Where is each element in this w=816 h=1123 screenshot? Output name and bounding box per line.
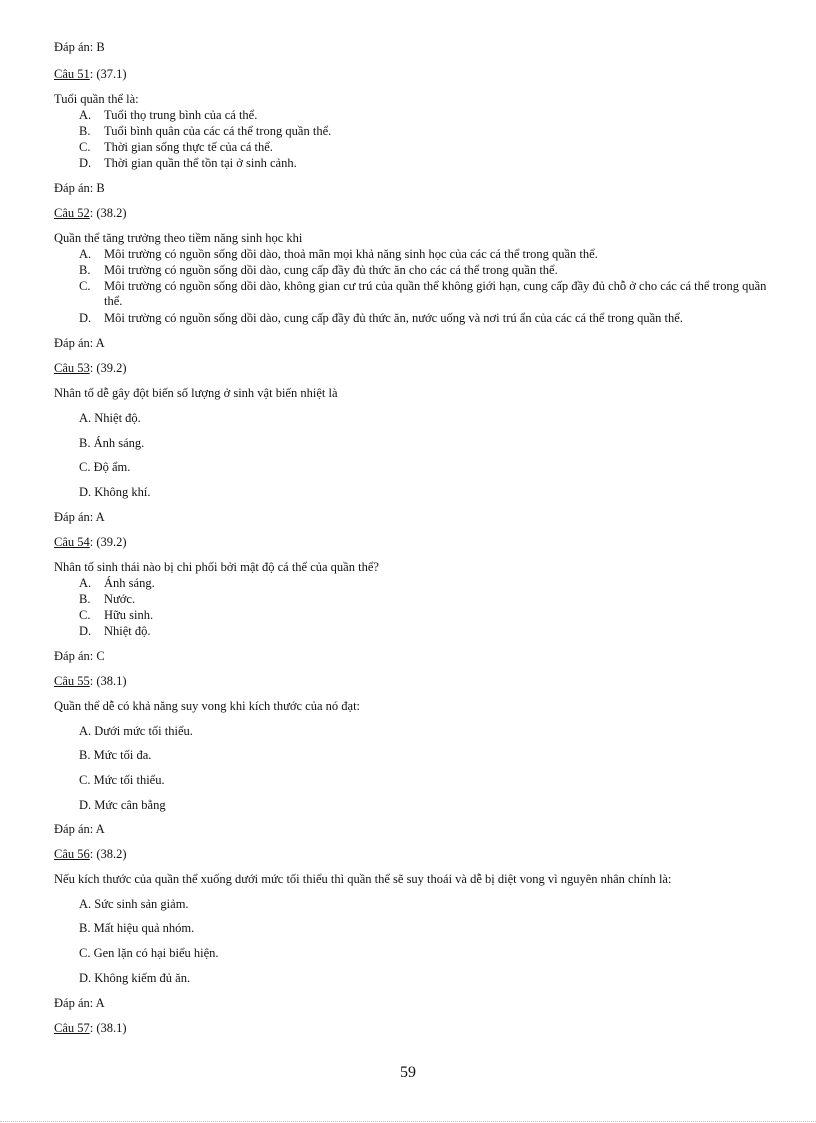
- option-letter: C.: [79, 608, 91, 622]
- option-item: B. Ánh sáng.: [79, 436, 145, 450]
- option-text: Thời gian sống thực tế của cá thể.: [104, 140, 273, 154]
- option-text: Thời gian quần thể tồn tại ở sinh cảnh.: [104, 156, 297, 170]
- question-ref: : (38.1): [89, 1021, 127, 1035]
- question-ref: : (38.2): [89, 847, 127, 861]
- question-text: Quần thể tăng trưởng theo tiềm năng sinh học khi: [54, 231, 303, 245]
- option-item: B. Mức tối đa.: [79, 748, 152, 762]
- page-number: 59: [400, 1064, 416, 1081]
- option-letter: D.: [79, 311, 92, 325]
- option-item: A. Nhiệt độ.: [79, 411, 141, 425]
- option-letter: D.: [79, 156, 92, 170]
- question-heading: [54, 206, 127, 221]
- question-ref: : (37.1): [89, 67, 127, 81]
- question-heading: [54, 847, 127, 862]
- answer-line: Đáp án: A: [54, 336, 105, 350]
- answer-line: Đáp án: C: [54, 649, 105, 663]
- question-text: Tuổi quần thể là:: [54, 92, 139, 106]
- option-text: Hữu sinh.: [104, 608, 154, 622]
- answer-line: Đáp án: B: [54, 181, 105, 195]
- question-heading: [54, 1021, 127, 1036]
- question-text: Nhân tố sinh thái nào bị chi phối bởi mật độ cá thể của quần thể?: [54, 560, 379, 574]
- option-item: A. Dưới mức tối thiểu.: [79, 724, 193, 738]
- question-number: Câu 57: [54, 1021, 90, 1035]
- option-item: D. Không kiếm đủ ăn.: [79, 971, 191, 985]
- question-heading: [54, 67, 127, 82]
- option-letter: B.: [79, 592, 91, 606]
- answer-line: Đáp án: B: [54, 40, 105, 54]
- option-text: Môi trường có nguồn sống dồi dào, không gian cư trú của quần thể không giới hạn, cung cấp đầy đủ chỗ ở cho các cá thể trong quần thể.: [104, 279, 767, 308]
- question-heading: [54, 674, 127, 689]
- question-ref: : (39.2): [89, 361, 127, 375]
- option-letter: B.: [79, 263, 91, 277]
- option-item: C. Mức tối thiểu.: [79, 773, 165, 787]
- option-item: D. Mức cân bằng: [79, 798, 166, 812]
- option-text: Nhiệt độ.: [104, 624, 151, 638]
- question-text: Nếu kích thước của quần thể xuống dưới mức tối thiểu thì quần thể sẽ suy thoái và dễ bị diệt vong vì nguyên nhân chính là:: [54, 872, 672, 886]
- option-letter: A.: [79, 108, 92, 122]
- option-letter: A.: [79, 247, 92, 261]
- option-letter: B.: [79, 124, 91, 138]
- question-ref: : (38.1): [89, 674, 127, 688]
- option-letter: D.: [79, 624, 92, 638]
- option-letter: C.: [79, 279, 91, 293]
- question-text: Quần thể dễ có khả năng suy vong khi kích thước của nó đạt:: [54, 699, 361, 713]
- option-text: Môi trường có nguồn sống dồi dào, cung cấp đầy đủ thức ăn cho các cá thể trong quần thể.: [104, 263, 558, 277]
- option-text: Nước.: [104, 592, 136, 606]
- option-letter: A.: [79, 576, 92, 590]
- option-item: D. Không khí.: [79, 485, 151, 499]
- question-number: Câu 53: [54, 361, 90, 375]
- question-number: Câu 55: [54, 674, 90, 688]
- answer-line: Đáp án: A: [54, 822, 105, 836]
- question-text: Nhân tố dễ gây đột biến số lượng ở sinh vật biến nhiệt là: [54, 386, 338, 400]
- option-text: Môi trường có nguồn sống dồi dào, cung cấp đầy đủ thức ăn, nước uống và nơi trú ẩn của các cá thể trong quần thể.: [104, 311, 683, 325]
- answer-line: Đáp án: A: [54, 510, 105, 524]
- option-item: B. Mất hiệu quả nhóm.: [79, 921, 195, 935]
- page-bottom-rule: [0, 1121, 816, 1122]
- question-number: Câu 52: [54, 206, 90, 220]
- question-ref: : (38.2): [89, 206, 127, 220]
- option-letter: C.: [79, 140, 91, 154]
- option-text: Ánh sáng.: [104, 576, 155, 590]
- option-text: Tuổi thọ trung bình của cá thể.: [104, 108, 258, 122]
- question-heading: [54, 361, 127, 376]
- option-text: Môi trường có nguồn sống dồi dào, thoả mãn mọi khả năng sinh học của các cá thể trong quần thể.: [104, 247, 598, 261]
- answer-line: Đáp án: A: [54, 996, 105, 1010]
- option-item: A. Sức sinh sản giảm.: [79, 897, 189, 911]
- option-text: Tuổi bình quân của các cá thể trong quần thể.: [104, 124, 332, 138]
- option-item: C. Độ ẩm.: [79, 460, 131, 474]
- question-heading: [54, 535, 127, 550]
- question-number: Câu 56: [54, 847, 90, 861]
- question-ref: : (39.2): [89, 535, 127, 549]
- question-number: Câu 54: [54, 535, 90, 549]
- question-number: Câu 51: [54, 67, 90, 81]
- option-item: C. Gen lặn có hại biểu hiện.: [79, 946, 219, 960]
